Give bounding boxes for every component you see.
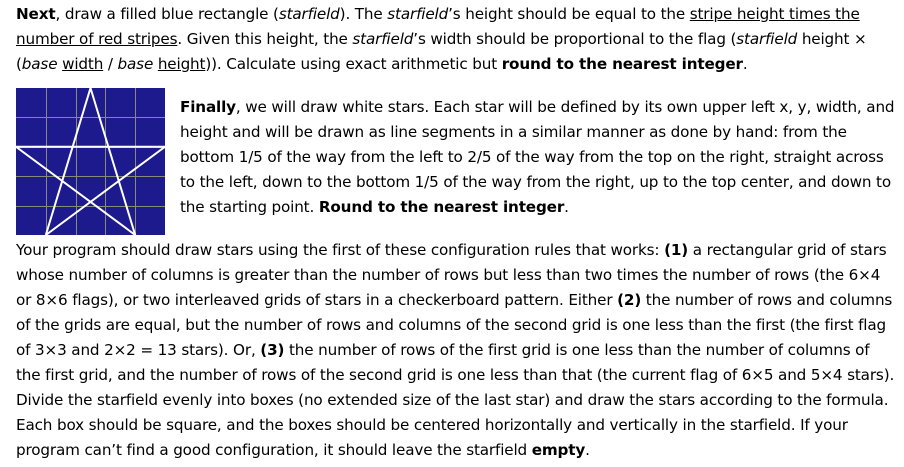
text: ’s width should be proportional to the flag (	[413, 30, 737, 48]
paragraph-config	[16, 238, 896, 463]
text: Your program should draw stars using the first of these configuration rules that works:	[16, 241, 665, 259]
rule-1-bold: (1)	[664, 241, 689, 259]
stripe-height-underline: stripe height times the number of red stripes	[16, 5, 860, 48]
starfield-background	[16, 88, 165, 235]
text: height × (	[16, 30, 867, 73]
text: ). The	[339, 5, 388, 23]
next-bold: Next	[16, 5, 56, 23]
text: ’s height should be equal to the	[448, 5, 690, 23]
round-bold: round to the nearest integer	[501, 55, 743, 73]
base-term: base	[21, 55, 58, 73]
text: the number of rows of the first grid is one less than the number of columns of the first grid, and the number of rows of the second grid is one less than that (the current flag of 6×5 and 5×4 stars). Divide the starfield evenly into boxes (no extended size of the last star) and draw the stars according to the formula. Each box should be square, and the boxes should be centered horizontally and vertically in the starfield. If your program can’t find a good configuration, it should leave the starfield	[16, 341, 895, 459]
round-bold: Round to the nearest integer	[318, 198, 565, 216]
star-diagram	[16, 88, 165, 235]
text: . Given this height, the	[177, 30, 353, 48]
text: .	[564, 198, 569, 216]
starfield-term: starfield	[387, 5, 449, 23]
paragraph-finally	[180, 95, 898, 220]
text: .	[585, 441, 590, 459]
text: )). Calculate using exact arithmetic but	[205, 55, 502, 73]
base-term: base	[117, 55, 154, 73]
rule-2-bold: (2)	[617, 291, 642, 309]
text: the number of rows and columns of the grids are equal, but the number of rows and columns of the second grid is one less than the first (the first flag of 3×3 and 2×2 = 13 stars). Or,	[16, 291, 893, 359]
empty-bold: empty	[531, 441, 586, 459]
width-underline: width	[62, 55, 104, 73]
finally-bold: Finally	[180, 98, 236, 116]
rule-3-bold: (3)	[260, 341, 285, 359]
starfield-term: starfield	[736, 30, 798, 48]
starfield-term: starfield	[352, 30, 414, 48]
text: /	[103, 55, 118, 73]
starfield-term: starfield	[278, 5, 340, 23]
paragraph-next	[16, 2, 896, 77]
text: , we will draw white stars. Each star will be defined by its own upper left x, y, width, and height and will be drawn as line segments in a similar manner as done by hand: from the bottom 1/5 of the way from the left to 2/5 of the way from the top on the right, straight across to the left, down to the bottom 1/5 of the way from the right, up to the top center, and down to the starting point.	[180, 98, 895, 216]
text: a rectangular grid of stars whose number of columns is greater than the number of rows but less than two times the number of rows (the 6×4 or 8×6 flags), or two interleaved grids of stars in a checkerboard pattern. Either	[16, 241, 887, 309]
text: , draw a filled blue rectangle (	[55, 5, 279, 23]
text: .	[742, 55, 748, 73]
height-underline: height	[157, 55, 206, 73]
